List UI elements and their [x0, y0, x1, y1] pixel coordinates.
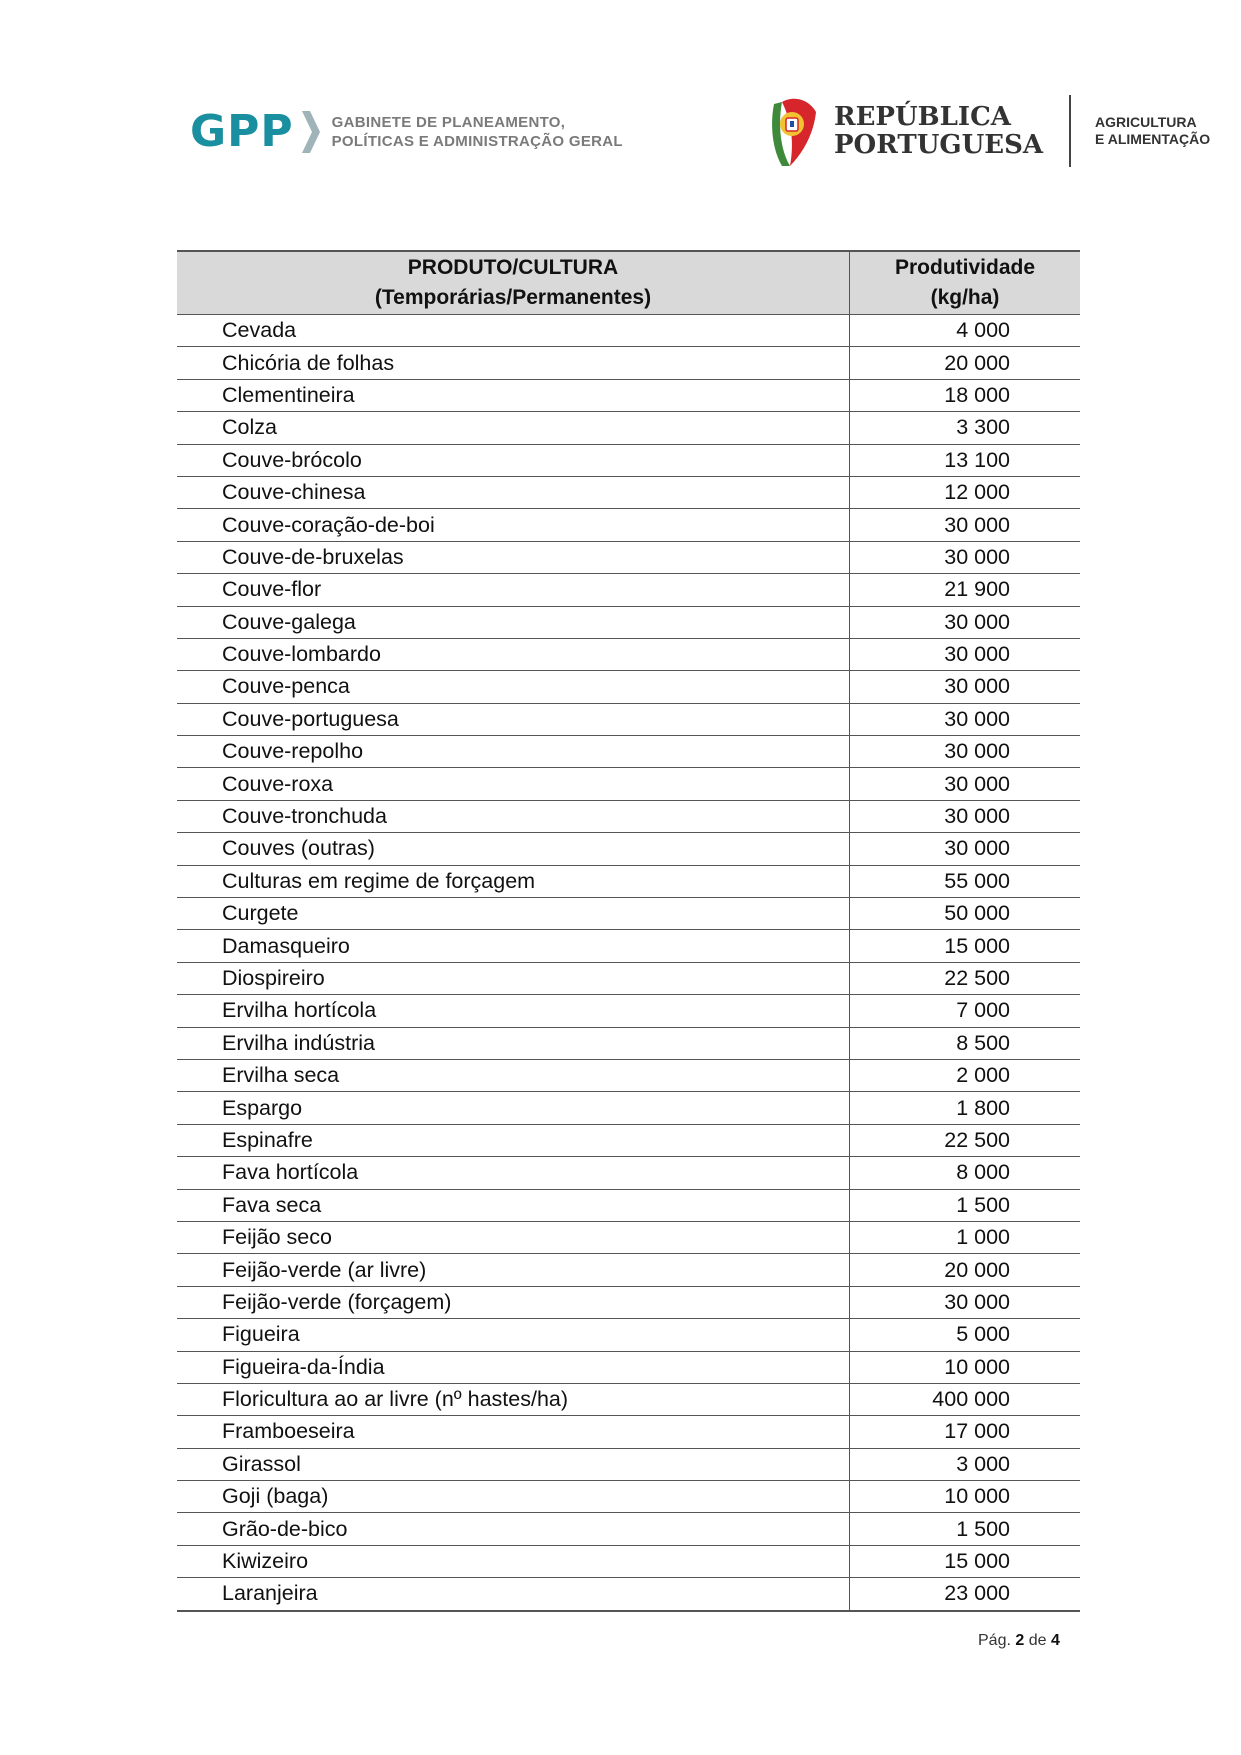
productivity-cell: 7 000 [850, 995, 1081, 1027]
productivity-cell: 10 000 [850, 1351, 1081, 1383]
table-body [177, 315, 1080, 1611]
table-row [177, 1027, 1080, 1059]
productivity-cell: 22 500 [850, 962, 1081, 994]
productivity-cell: 2 000 [850, 1059, 1081, 1091]
product-cell: Ervilha hortícola [177, 995, 850, 1027]
product-cell: Figueira [177, 1319, 850, 1351]
productivity-cell: 3 300 [850, 412, 1081, 444]
productivity-cell: 30 000 [850, 1286, 1081, 1318]
productivity-cell: 8 000 [850, 1157, 1081, 1189]
republic-header [768, 94, 1210, 168]
product-cell: Chicória de folhas [177, 347, 850, 379]
table-row [177, 638, 1080, 670]
product-cell: Couve-coração-de-boi [177, 509, 850, 541]
table-row [177, 833, 1080, 865]
product-cell: Couve-repolho [177, 736, 850, 768]
gpp-full-name [332, 113, 623, 151]
table-row [177, 1481, 1080, 1513]
page-sep: de [1028, 1632, 1047, 1649]
table-header-row [177, 251, 1080, 315]
productivity-cell: 8 500 [850, 1027, 1081, 1059]
product-cell: Couve-lombardo [177, 638, 850, 670]
product-cell: Culturas em regime de forçagem [177, 865, 850, 897]
gpp-line-1: GABINETE DE PLANEAMENTO, [331, 113, 566, 131]
productivity-cell: 15 000 [850, 930, 1081, 962]
product-cell: Girassol [177, 1448, 850, 1480]
header-productivity [850, 251, 1081, 315]
productivity-cell: 30 000 [850, 671, 1081, 703]
table-row [177, 898, 1080, 930]
republic-name [834, 103, 1043, 159]
table-row [177, 347, 1080, 379]
table-row [177, 412, 1080, 444]
productivity-cell: 30 000 [850, 703, 1081, 735]
table-row [177, 509, 1080, 541]
gpp-header [190, 106, 623, 157]
product-cell: Grão-de-bico [177, 1513, 850, 1545]
table-row [177, 865, 1080, 897]
table-row [177, 1545, 1080, 1577]
header-product-line-2: (Temporárias/Permanentes) [374, 286, 652, 309]
productivity-cell: 5 000 [850, 1319, 1081, 1351]
productivity-cell: 30 000 [850, 606, 1081, 638]
productivity-cell: 12 000 [850, 476, 1081, 508]
table-row [177, 1351, 1080, 1383]
table-row [177, 476, 1080, 508]
table-row [177, 736, 1080, 768]
product-cell: Framboeseira [177, 1416, 850, 1448]
productivity-cell: 1 500 [850, 1513, 1081, 1545]
product-cell: Feijão seco [177, 1221, 850, 1253]
productivity-cell: 20 000 [850, 347, 1081, 379]
product-cell: Couves (outras) [177, 833, 850, 865]
table-row [177, 1383, 1080, 1415]
chevron-right-icon [300, 109, 322, 155]
table-row [177, 703, 1080, 735]
product-cell: Diospireiro [177, 962, 850, 994]
table-row [177, 574, 1080, 606]
productivity-cell: 10 000 [850, 1481, 1081, 1513]
table-row [177, 1189, 1080, 1221]
product-cell: Cevada [177, 315, 850, 347]
page-total: 4 [1050, 1632, 1060, 1649]
productivity-cell: 22 500 [850, 1124, 1081, 1156]
header-product [177, 251, 850, 315]
productivity-cell: 20 000 [850, 1254, 1081, 1286]
product-cell: Damasqueiro [177, 930, 850, 962]
productivity-cell: 23 000 [850, 1578, 1081, 1611]
productivity-cell: 1 000 [850, 1221, 1081, 1253]
table-row [177, 315, 1080, 347]
table-row [177, 1092, 1080, 1124]
page-prefix: Pág. [978, 1632, 1011, 1649]
header-productivity-line-1: Produtividade [894, 256, 1036, 279]
table-row [177, 1124, 1080, 1156]
table-row [177, 995, 1080, 1027]
page-number [978, 1632, 1060, 1650]
ministry-name [1095, 114, 1210, 148]
product-cell: Couve-brócolo [177, 444, 850, 476]
product-cell: Feijão-verde (ar livre) [177, 1254, 850, 1286]
table-row [177, 1157, 1080, 1189]
product-cell: Couve-roxa [177, 768, 850, 800]
gpp-logo: GPP [190, 106, 294, 157]
productivity-cell: 18 000 [850, 379, 1081, 411]
productivity-cell: 30 000 [850, 800, 1081, 832]
productivity-cell: 30 000 [850, 541, 1081, 573]
productivity-cell: 3 000 [850, 1448, 1081, 1480]
table-row [177, 768, 1080, 800]
product-cell: Couve-portuguesa [177, 703, 850, 735]
productivity-cell: 1 800 [850, 1092, 1081, 1124]
product-cell: Curgete [177, 898, 850, 930]
product-cell: Couve-galega [177, 606, 850, 638]
product-cell: Couve-de-bruxelas [177, 541, 850, 573]
productivity-cell: 30 000 [850, 833, 1081, 865]
table-row [177, 444, 1080, 476]
product-cell: Figueira-da-Índia [177, 1351, 850, 1383]
table-row [177, 1254, 1080, 1286]
productivity-cell: 17 000 [850, 1416, 1081, 1448]
table-row [177, 379, 1080, 411]
product-cell: Colza [177, 412, 850, 444]
productivity-cell: 13 100 [850, 444, 1081, 476]
productivity-cell: 55 000 [850, 865, 1081, 897]
product-cell: Espinafre [177, 1124, 850, 1156]
product-cell: Espargo [177, 1092, 850, 1124]
republic-line-2: PORTUGUESA [834, 130, 1044, 160]
table-row [177, 541, 1080, 573]
product-cell: Couve-flor [177, 574, 850, 606]
product-cell: Ervilha indústria [177, 1027, 850, 1059]
portuguese-emblem-icon [768, 94, 818, 168]
table-row [177, 671, 1080, 703]
table-row [177, 1416, 1080, 1448]
productivity-cell: 50 000 [850, 898, 1081, 930]
productivity-cell: 15 000 [850, 1545, 1081, 1577]
product-cell: Fava seca [177, 1189, 850, 1221]
page-current: 2 [1015, 1632, 1025, 1649]
table-row [177, 1221, 1080, 1253]
table-row [177, 606, 1080, 638]
productivity-cell: 4 000 [850, 315, 1081, 347]
product-cell: Goji (baga) [177, 1481, 850, 1513]
productivity-cell: 30 000 [850, 736, 1081, 768]
product-cell: Feijão-verde (forçagem) [177, 1286, 850, 1318]
product-cell: Fava hortícola [177, 1157, 850, 1189]
table-row [177, 930, 1080, 962]
productivity-cell: 1 500 [850, 1189, 1081, 1221]
productivity-cell: 30 000 [850, 638, 1081, 670]
ministry-line-2: E ALIMENTAÇÃO [1095, 131, 1211, 147]
gpp-line-2: POLÍTICAS E ADMINISTRAÇÃO GERAL [331, 132, 623, 150]
product-cell: Couve-tronchuda [177, 800, 850, 832]
header-product-line-1: PRODUTO/CULTURA [407, 256, 619, 279]
table-row [177, 1578, 1080, 1611]
product-cell: Kiwizeiro [177, 1545, 850, 1577]
table-row [177, 1319, 1080, 1351]
product-cell: Laranjeira [177, 1578, 850, 1611]
table-row [177, 1059, 1080, 1091]
table-row [177, 1286, 1080, 1318]
productivity-table [177, 250, 1080, 1612]
table-row [177, 962, 1080, 994]
product-cell: Couve-chinesa [177, 476, 850, 508]
productivity-cell: 21 900 [850, 574, 1081, 606]
productivity-cell: 30 000 [850, 509, 1081, 541]
table-row [177, 800, 1080, 832]
table-row [177, 1448, 1080, 1480]
ministry-line-1: AGRICULTURA [1095, 114, 1197, 130]
product-cell: Couve-penca [177, 671, 850, 703]
table-row [177, 1513, 1080, 1545]
productivity-cell: 400 000 [850, 1383, 1081, 1415]
header-divider [1069, 95, 1071, 167]
republic-line-1: REPÚBLICA [834, 102, 1011, 132]
product-cell: Floricultura ao ar livre (nº hastes/ha) [177, 1383, 850, 1415]
productivity-cell: 30 000 [850, 768, 1081, 800]
product-cell: Clementineira [177, 379, 850, 411]
product-cell: Ervilha seca [177, 1059, 850, 1091]
header-productivity-line-2: (kg/ha) [930, 286, 1000, 309]
